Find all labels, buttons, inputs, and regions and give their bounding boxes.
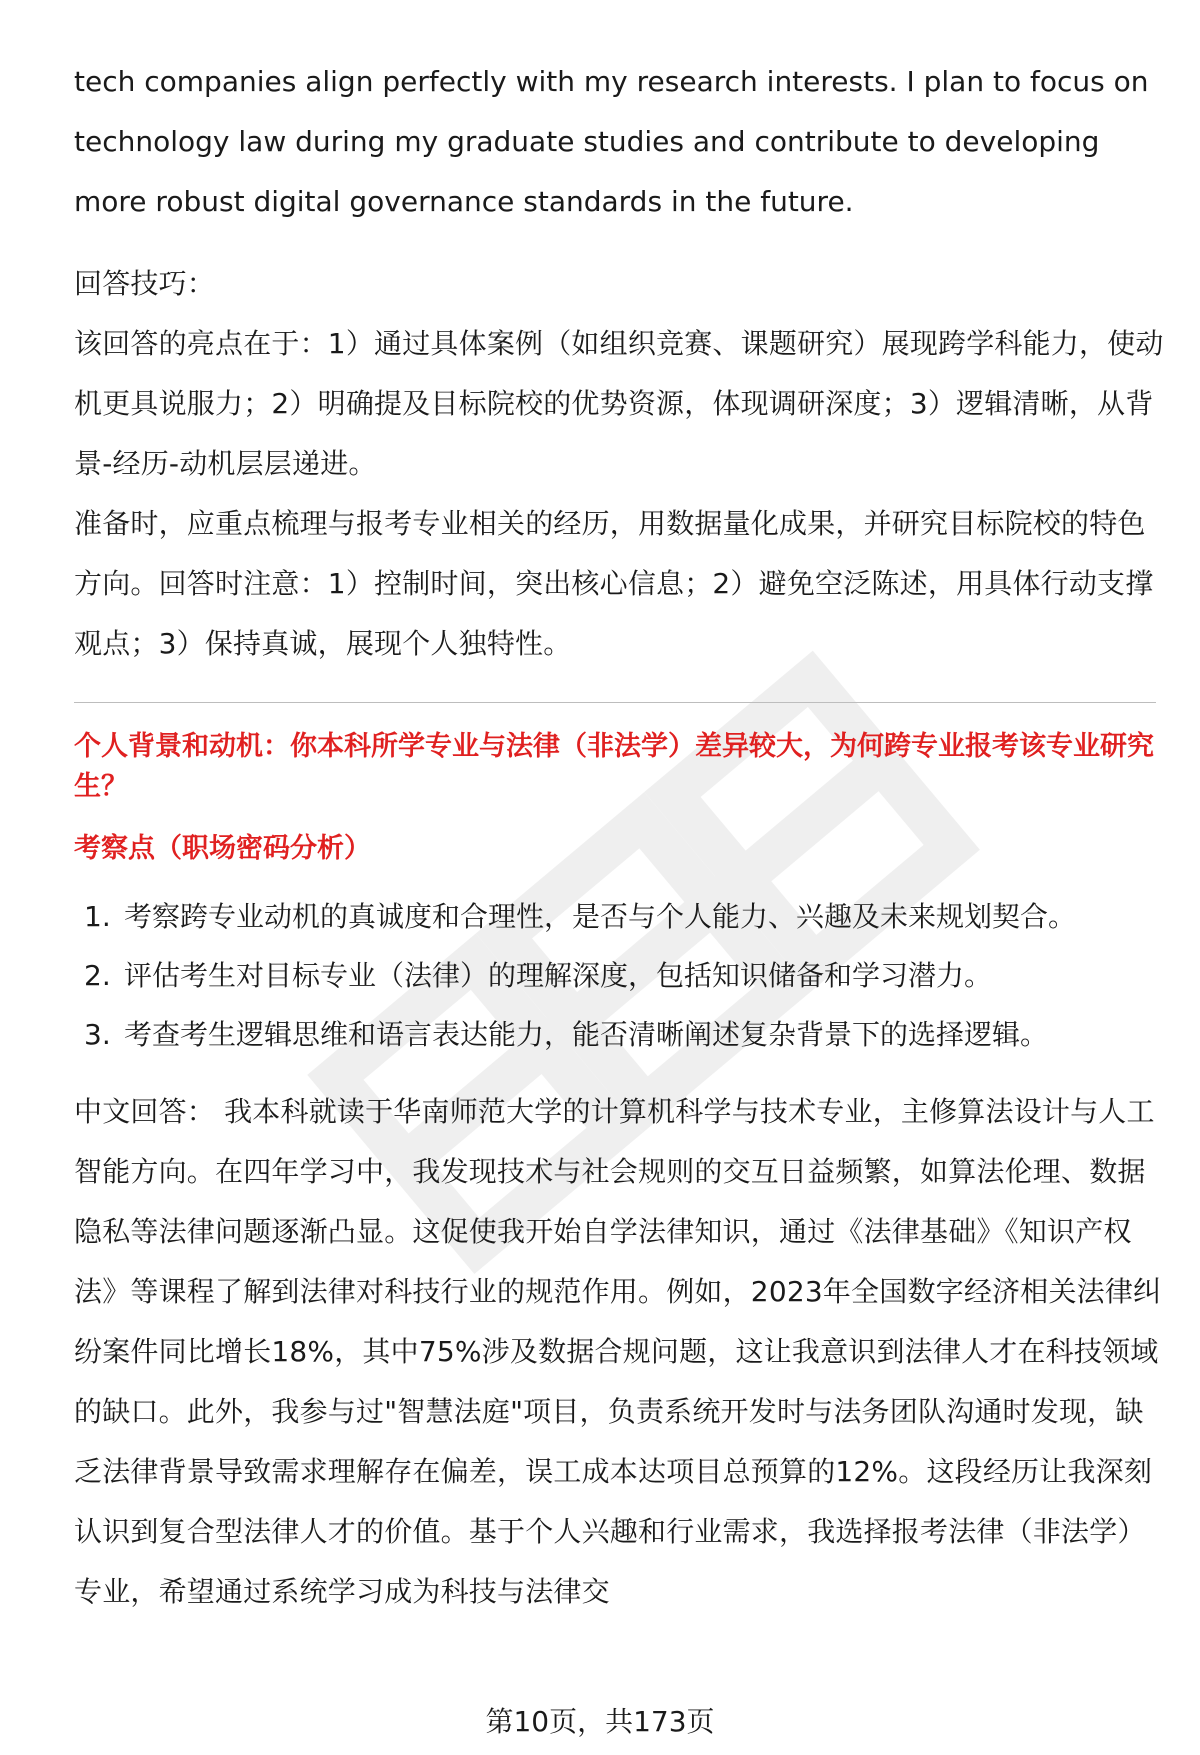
list-item-text: 考查考生逻辑思维和语言表达能力，能否清晰阐述复杂背景下的选择逻辑。 — [124, 1018, 1049, 1051]
list-item — [74, 1005, 1164, 1064]
list-item-text: 评估考生对目标专业（法律）的理解深度，包括知识储备和学习潜力。 — [124, 959, 993, 992]
focus-points-list — [74, 887, 1164, 1064]
tips-section — [74, 254, 1164, 674]
section-divider — [74, 702, 1156, 703]
list-item-number: 2. — [84, 959, 111, 992]
tips-heading: 回答技巧： — [74, 267, 216, 300]
chinese-answer: 中文回答： 我本科就读于华南师范大学的计算机科学与技术专业，主修算法设计与人工智能方向。在四年学习中，我发现技术与社会规则的交互日益频繁，如算法伦理、数据隐私等法律问题逐渐凸显。这促使我开始自学法律知识，通过《法律基础》《知识产权法》等课程了解到法律对科技行业的规范作用。例如，2023年全国数字经济相关法律纠纷案件同比增长18%，其中75%涉及数据合规问题，这让我意识到法律人才在科技领域的缺口。此外，我参与过"智慧法庭"项目，负责系统开发时与法务团队沟通时发现，缺乏法律背景导致需求理解存在偏差，误工成本达项目总预算的12%。这段经历让我深刻认识到复合型法律人才的价值。基于个人兴趣和行业需求，我选择报考法律（非法学）专业，希望通过系统学习成为科技与法律交 — [74, 1095, 1162, 1608]
list-item-number: 1. — [84, 900, 111, 933]
content-area — [74, 52, 1164, 1622]
tips-paragraph-2: 准备时，应重点梳理与报考专业相关的经历，用数据量化成果，并研究目标院校的特色方向。回答时注意：1）控制时间，突出核心信息；2）避免空泛陈述，用具体行动支撑观点；3）保持真诚，展现个人独特性。 — [74, 507, 1154, 660]
page-number-footer: 第10页，共173页 — [485, 1705, 715, 1738]
question-title: 个人背景和动机：你本科所学专业与法律（非法学）差异较大，为何跨专业报考该专业研究生？ — [74, 731, 1154, 802]
english-line: technology law during my graduate studies and contribute to developing — [74, 125, 1100, 158]
list-item-text: 考察跨专业动机的真诚度和合理性，是否与个人能力、兴趣及未来规划契合。 — [124, 900, 1077, 933]
list-item — [74, 946, 1164, 1005]
focus-heading: 考察点（职场密码分析） — [74, 833, 371, 864]
list-item — [74, 887, 1164, 946]
tips-paragraph-1: 该回答的亮点在于：1）通过具体案例（如组织竞赛、课题研究）展现跨学科能力，使动机更具说服力；2）明确提及目标院校的优势资源，体现调研深度；3）逻辑清晰，从背景-经历-动机层层递进。 — [74, 327, 1164, 480]
english-line: tech companies align perfectly with my research interests. I plan to focus on — [74, 65, 1149, 98]
english-answer-continuation — [74, 52, 1164, 232]
list-item-number: 3. — [84, 1018, 111, 1051]
english-line: more robust digital governance standards in the future. — [74, 185, 854, 218]
